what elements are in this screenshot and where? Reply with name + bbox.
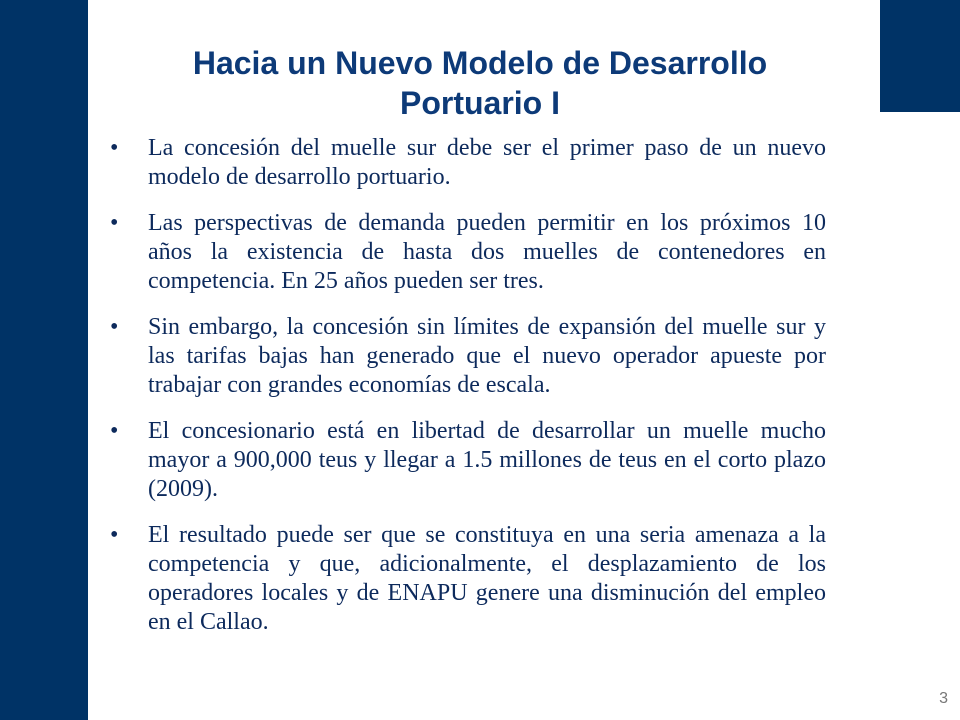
bullet-item-5: [108, 521, 826, 637]
bullet-icon: •: [110, 210, 119, 236]
slide-title-line-1: Hacia un Nuevo Modelo de Desarrollo: [192, 45, 768, 82]
bullet-text: El resultado puede ser que se constituya en una seria amenaza a la competencia y que, adicionalmente, el desplazamiento de los operadores locales y de ENAPU genere una disminución del empleo en el Callao.: [148, 522, 826, 635]
bullet-text: La concesión del muelle sur debe ser el primer paso de un nuevo modelo de desarrollo portuario.: [148, 135, 826, 190]
page-number: 3: [939, 690, 948, 707]
bullet-text: Sin embargo, la concesión sin límites de expansión del muelle sur y las tarifas bajas han generado que el nuevo operador apueste por trabajar con grandes economías de escala.: [148, 314, 826, 398]
bullet-list: [108, 134, 826, 654]
left-sidebar-band: [0, 0, 88, 720]
bullet-item-4: [108, 417, 826, 504]
bullet-text: El concesionario está en libertad de desarrollar un muelle mucho mayor a 900,000 teus y llegar a 1.5 millones de teus en el corto plazo (2009).: [148, 418, 826, 502]
bullet-item-2: [108, 209, 826, 296]
bullet-item-1: [108, 134, 826, 192]
slide-title-line-2: Portuario I: [399, 85, 560, 122]
top-right-band: [880, 0, 960, 112]
bullet-text: Las perspectivas de demanda pueden permitir en los próximos 10 años la existencia de hasta dos muelles de contenedores en competencia. En 25 años pueden ser tres.: [148, 210, 826, 294]
bullet-icon: •: [110, 418, 119, 444]
bullet-icon: •: [110, 135, 119, 161]
bullet-icon: •: [110, 522, 119, 548]
slide-title: [100, 43, 860, 123]
bullet-icon: •: [110, 314, 119, 340]
bullet-item-3: [108, 313, 826, 400]
